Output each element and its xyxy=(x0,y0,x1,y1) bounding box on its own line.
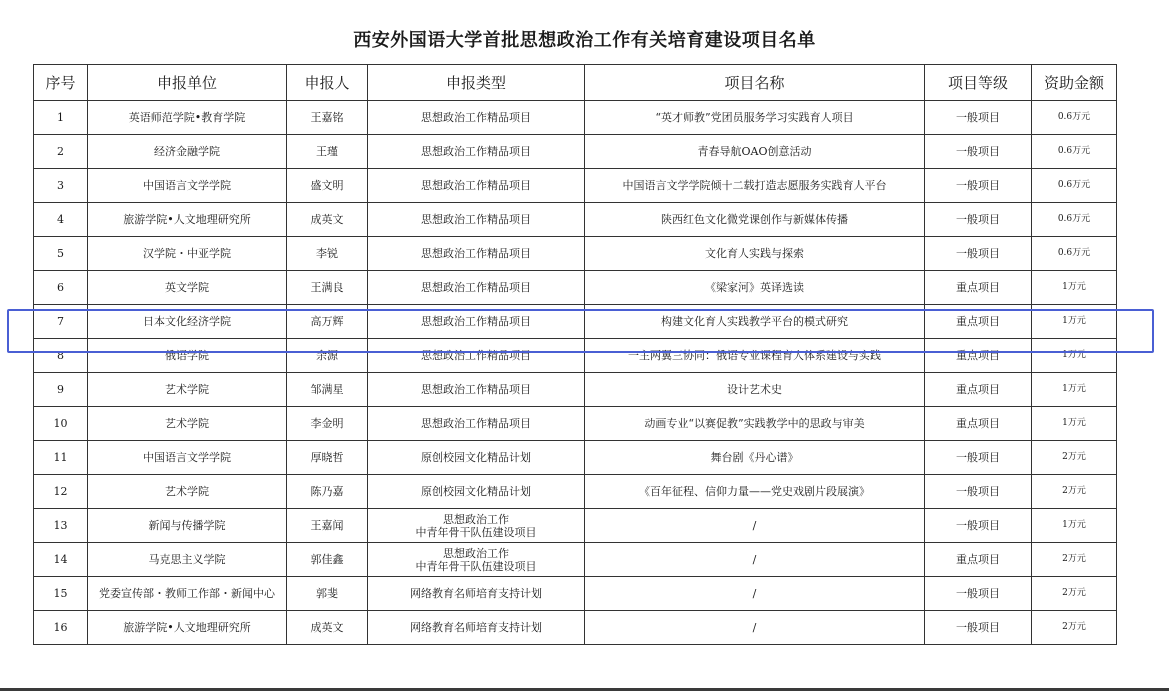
header-unit: 申报单位 xyxy=(88,65,287,101)
table-row xyxy=(34,611,1117,645)
cell-applicant: 王满良 xyxy=(287,271,368,305)
cell-level: 重点项目 xyxy=(925,373,1032,407)
table-row xyxy=(34,203,1117,237)
cell-project-name: 陕西红色文化微党课创作与新媒体传播 xyxy=(585,203,925,237)
cell-unit: 日本文化经济学院 xyxy=(88,305,287,339)
cell-funding: 2万元 xyxy=(1032,577,1117,611)
cell-applicant: 余源 xyxy=(287,339,368,373)
cell-project-name: 一主两翼三协同：俄语专业课程育人体系建设与实践 xyxy=(585,339,925,373)
cell-index: 6 xyxy=(34,271,88,305)
cell-index: 7 xyxy=(34,305,88,339)
header-index: 序号 xyxy=(34,65,88,101)
cell-index: 3 xyxy=(34,169,88,203)
cell-project-name: “英才师教”党团员服务学习实践育人项目 xyxy=(585,101,925,135)
cell-applicant: 王嘉铭 xyxy=(287,101,368,135)
cell-type: 网络教育名师培育支持计划 xyxy=(368,577,585,611)
cell-project-name: 文化育人实践与探索 xyxy=(585,237,925,271)
table-row xyxy=(34,101,1117,135)
cell-project-name: 青春导航OAO创意活动 xyxy=(585,135,925,169)
cell-unit: 马克思主义学院 xyxy=(88,543,287,577)
header-project-name: 项目名称 xyxy=(585,65,925,101)
cell-level: 重点项目 xyxy=(925,339,1032,373)
cell-unit: 新闻与传播学院 xyxy=(88,509,287,543)
cell-unit: 俄语学院 xyxy=(88,339,287,373)
header-applicant: 申报人 xyxy=(287,65,368,101)
cell-type: 思想政治工作精品项目 xyxy=(368,135,585,169)
cell-applicant: 陈乃嘉 xyxy=(287,475,368,509)
cell-unit: 艺术学院 xyxy=(88,373,287,407)
cell-level: 一般项目 xyxy=(925,441,1032,475)
cell-unit: 党委宣传部・教师工作部・新闻中心 xyxy=(88,577,287,611)
cell-level: 一般项目 xyxy=(925,169,1032,203)
cell-index: 5 xyxy=(34,237,88,271)
cell-unit: 艺术学院 xyxy=(88,475,287,509)
cell-funding: 0.6万元 xyxy=(1032,237,1117,271)
cell-applicant: 成英文 xyxy=(287,203,368,237)
cell-unit: 中国语言文学学院 xyxy=(88,169,287,203)
cell-funding: 0.6万元 xyxy=(1032,135,1117,169)
cell-index: 8 xyxy=(34,339,88,373)
cell-type: 思想政治工作精品项目 xyxy=(368,305,585,339)
cell-project-name: 《百年征程、信仰力量——党史戏剧片段展演》 xyxy=(585,475,925,509)
cell-applicant: 王嘉闻 xyxy=(287,509,368,543)
table-body xyxy=(34,101,1117,645)
cell-applicant: 成英文 xyxy=(287,611,368,645)
cell-type: 网络教育名师培育支持计划 xyxy=(368,611,585,645)
cell-level: 重点项目 xyxy=(925,543,1032,577)
cell-project-name: / xyxy=(585,611,925,645)
cell-project-name: / xyxy=(585,543,925,577)
table-row xyxy=(34,271,1117,305)
cell-funding: 1万元 xyxy=(1032,339,1117,373)
cell-applicant: 盛文明 xyxy=(287,169,368,203)
cell-unit: 艺术学院 xyxy=(88,407,287,441)
cell-index: 14 xyxy=(34,543,88,577)
cell-level: 重点项目 xyxy=(925,271,1032,305)
cell-level: 重点项目 xyxy=(925,407,1032,441)
cell-funding: 1万元 xyxy=(1032,305,1117,339)
cell-type: 原创校园文化精品计划 xyxy=(368,441,585,475)
cell-type: 思想政治工作精品项目 xyxy=(368,237,585,271)
cell-applicant: 李锐 xyxy=(287,237,368,271)
table-row xyxy=(34,441,1117,475)
cell-project-name: / xyxy=(585,509,925,543)
table-row xyxy=(34,135,1117,169)
table-row xyxy=(34,237,1117,271)
cell-funding: 0.6万元 xyxy=(1032,169,1117,203)
cell-level: 一般项目 xyxy=(925,203,1032,237)
header-funding: 资助金额 xyxy=(1032,65,1117,101)
project-list-table xyxy=(33,64,1117,645)
cell-level: 一般项目 xyxy=(925,237,1032,271)
cell-index: 1 xyxy=(34,101,88,135)
table-row xyxy=(34,169,1117,203)
cell-funding: 1万元 xyxy=(1032,407,1117,441)
cell-level: 一般项目 xyxy=(925,509,1032,543)
cell-project-name: 中国语言文学学院倾十二载打造志愿服务实践育人平台 xyxy=(585,169,925,203)
header-level: 项目等级 xyxy=(925,65,1032,101)
cell-funding: 2万元 xyxy=(1032,611,1117,645)
cell-index: 13 xyxy=(34,509,88,543)
cell-type: 思想政治工作精品项目 xyxy=(368,203,585,237)
table-row xyxy=(34,509,1117,543)
cell-funding: 1万元 xyxy=(1032,271,1117,305)
cell-level: 一般项目 xyxy=(925,577,1032,611)
cell-applicant: 王瑾 xyxy=(287,135,368,169)
cell-funding: 2万元 xyxy=(1032,543,1117,577)
table-row xyxy=(34,543,1117,577)
cell-project-name: 设计艺术史 xyxy=(585,373,925,407)
table-row xyxy=(34,407,1117,441)
cell-level: 一般项目 xyxy=(925,475,1032,509)
cell-type: 思想政治工作精品项目 xyxy=(368,101,585,135)
cell-funding: 2万元 xyxy=(1032,441,1117,475)
cell-type: 思想政治工作精品项目 xyxy=(368,339,585,373)
cell-type: 思想政治工作精品项目 xyxy=(368,407,585,441)
cell-funding: 1万元 xyxy=(1032,373,1117,407)
cell-type: 思想政治工作精品项目 xyxy=(368,271,585,305)
cell-index: 2 xyxy=(34,135,88,169)
cell-type: 思想政治工作精品项目 xyxy=(368,373,585,407)
cell-project-name: 《梁家河》英译选读 xyxy=(585,271,925,305)
cell-unit: 汉学院・中亚学院 xyxy=(88,237,287,271)
table-header-row xyxy=(34,65,1117,101)
cell-index: 11 xyxy=(34,441,88,475)
table-row xyxy=(34,577,1117,611)
cell-applicant: 邹满星 xyxy=(287,373,368,407)
cell-applicant: 李金明 xyxy=(287,407,368,441)
cell-index: 10 xyxy=(34,407,88,441)
cell-project-name: 构建文化育人实践教学平台的模式研究 xyxy=(585,305,925,339)
cell-type: 思想政治工作 中青年骨干队伍建设项目 xyxy=(368,543,585,577)
cell-funding: 1万元 xyxy=(1032,509,1117,543)
table-row xyxy=(34,475,1117,509)
cell-unit: 旅游学院•人文地理研究所 xyxy=(88,203,287,237)
document-title: 西安外国语大学首批思想政治工作有关培育建设项目名单 xyxy=(353,30,816,51)
cell-funding: 0.6万元 xyxy=(1032,203,1117,237)
cell-index: 15 xyxy=(34,577,88,611)
cell-type: 思想政治工作 中青年骨干队伍建设项目 xyxy=(368,509,585,543)
cell-applicant: 郭佳鑫 xyxy=(287,543,368,577)
cell-applicant: 郭斐 xyxy=(287,577,368,611)
cell-level: 一般项目 xyxy=(925,101,1032,135)
cell-applicant: 厚晓哲 xyxy=(287,441,368,475)
table-row xyxy=(34,373,1117,407)
bottom-divider xyxy=(0,688,1169,691)
cell-funding: 0.6万元 xyxy=(1032,101,1117,135)
cell-unit: 旅游学院•人文地理研究所 xyxy=(88,611,287,645)
cell-project-name: 舞台剧《丹心谱》 xyxy=(585,441,925,475)
header-type: 申报类型 xyxy=(368,65,585,101)
cell-type: 原创校园文化精品计划 xyxy=(368,475,585,509)
row-highlight-box xyxy=(7,309,1154,353)
cell-index: 16 xyxy=(34,611,88,645)
cell-level: 一般项目 xyxy=(925,135,1032,169)
cell-index: 9 xyxy=(34,373,88,407)
cell-unit: 经济金融学院 xyxy=(88,135,287,169)
cell-project-name: / xyxy=(585,577,925,611)
cell-level: 一般项目 xyxy=(925,611,1032,645)
cell-applicant: 高万辉 xyxy=(287,305,368,339)
cell-unit: 英文学院 xyxy=(88,271,287,305)
cell-index: 4 xyxy=(34,203,88,237)
cell-unit: 中国语言文学学院 xyxy=(88,441,287,475)
cell-index: 12 xyxy=(34,475,88,509)
cell-type: 思想政治工作精品项目 xyxy=(368,169,585,203)
cell-project-name: 动画专业“以赛促教”实践教学中的思政与审美 xyxy=(585,407,925,441)
cell-funding: 2万元 xyxy=(1032,475,1117,509)
cell-unit: 英语师范学院•教育学院 xyxy=(88,101,287,135)
cell-level: 重点项目 xyxy=(925,305,1032,339)
